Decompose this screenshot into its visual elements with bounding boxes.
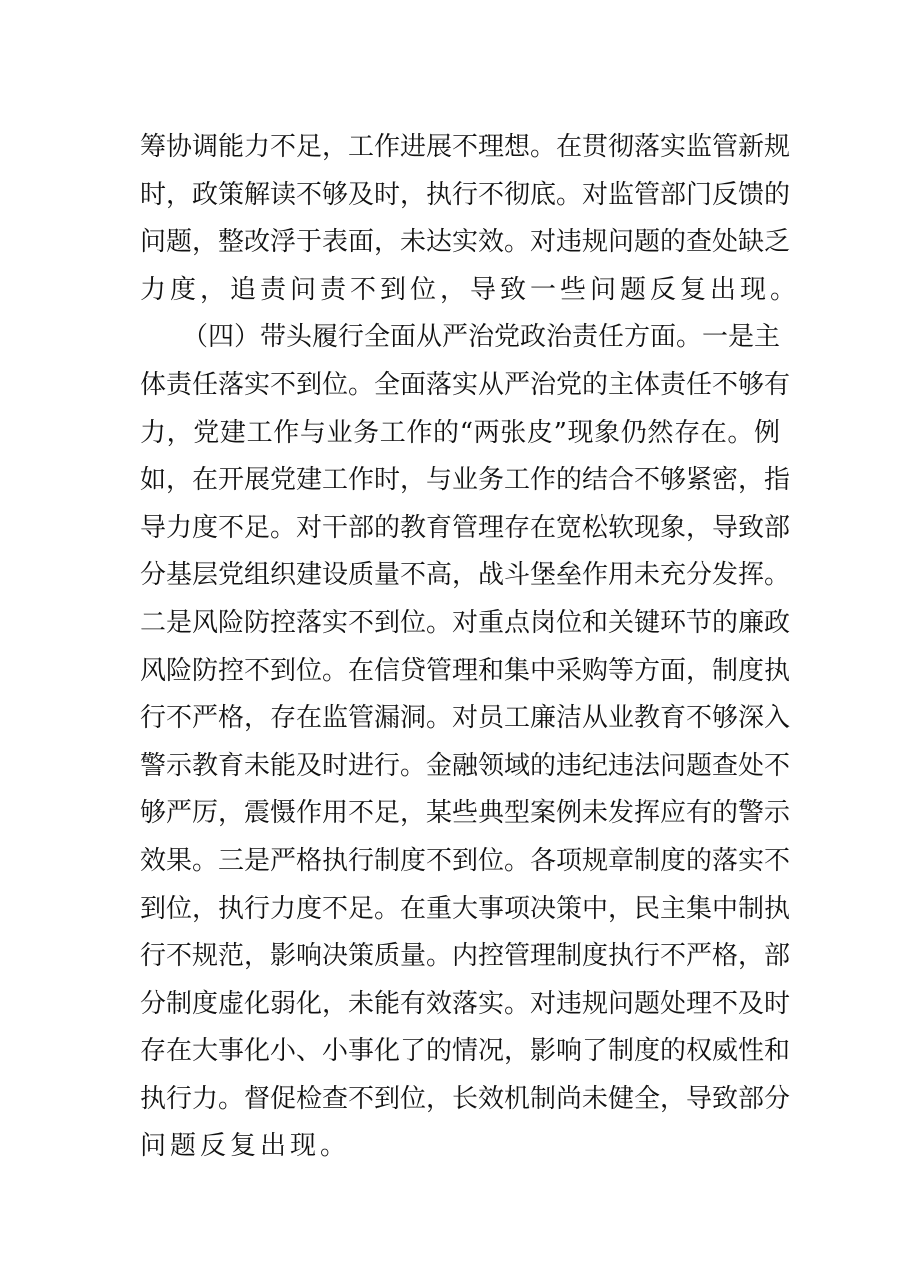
text-line: 存在大事化小、小事化了的情况，影响了制度的权威性和 [140, 1036, 791, 1067]
text-line: 问题，整改浮于表面，未达实效。对违规问题的查处缺乏 [140, 227, 791, 258]
text-line: 执行力。督促检查不到位，长效机制尚未健全，导致部分 [140, 1083, 791, 1114]
text-line: 到位，执行力度不足。在重大事项决策中，民主集中制执 [140, 893, 791, 924]
section-heading-line: （四）带头履行全面从严治党政治责任方面。一是主 [182, 322, 781, 353]
text-line: 效果。三是严格执行制度不到位。各项规章制度的落实不 [140, 845, 791, 876]
text-line: 风险防控不到位。在信贷管理和集中采购等方面，制度执 [140, 655, 791, 686]
text-line: 筹协调能力不足，工作进展不理想。在贯彻落实监管新规 [140, 132, 791, 162]
text-line: 警示教育未能及时进行。金融领域的违纪违法问题查处不 [140, 750, 791, 781]
body-text [140, 124, 801, 1171]
text-line: 分制度虚化弱化，未能有效落实。对违规问题处理不及时 [140, 988, 791, 1019]
text-line: 力度，追责问责不到位，导致一些问题反复出现。 [140, 274, 801, 305]
text-line: 体责任落实不到位。全面落实从严治党的主体责任不够有 [140, 369, 791, 400]
text-line: 力，党建工作与业务工作的“两张皮”现象仍然存在。例 [140, 417, 780, 448]
text-line: 问题反复出现。 [140, 1131, 351, 1162]
text-line: 够严厉，震慑作用不足，某些典型案例未发挥应有的警示 [140, 798, 791, 829]
text-line: 如，在开展党建工作时，与业务工作的结合不够紧密，指 [140, 465, 791, 496]
text-line: 导力度不足。对干部的教育管理存在宽松软现象，导致部 [140, 512, 791, 543]
text-line: 二是风险防控落实不到位。对重点岗位和关键环节的廉政 [140, 607, 791, 638]
text-line: 时，政策解读不够及时，执行不彻底。对监管部门反馈的 [140, 179, 791, 210]
text-line: 分基层党组织建设质量不高，战斗堡垒作用未充分发挥。 [140, 560, 791, 591]
text-line: 行不严格，存在监管漏洞。对员工廉洁从业教育不够深入 [140, 703, 791, 734]
text-line: 行不规范，影响决策质量。内控管理制度执行不严格，部 [140, 941, 791, 972]
